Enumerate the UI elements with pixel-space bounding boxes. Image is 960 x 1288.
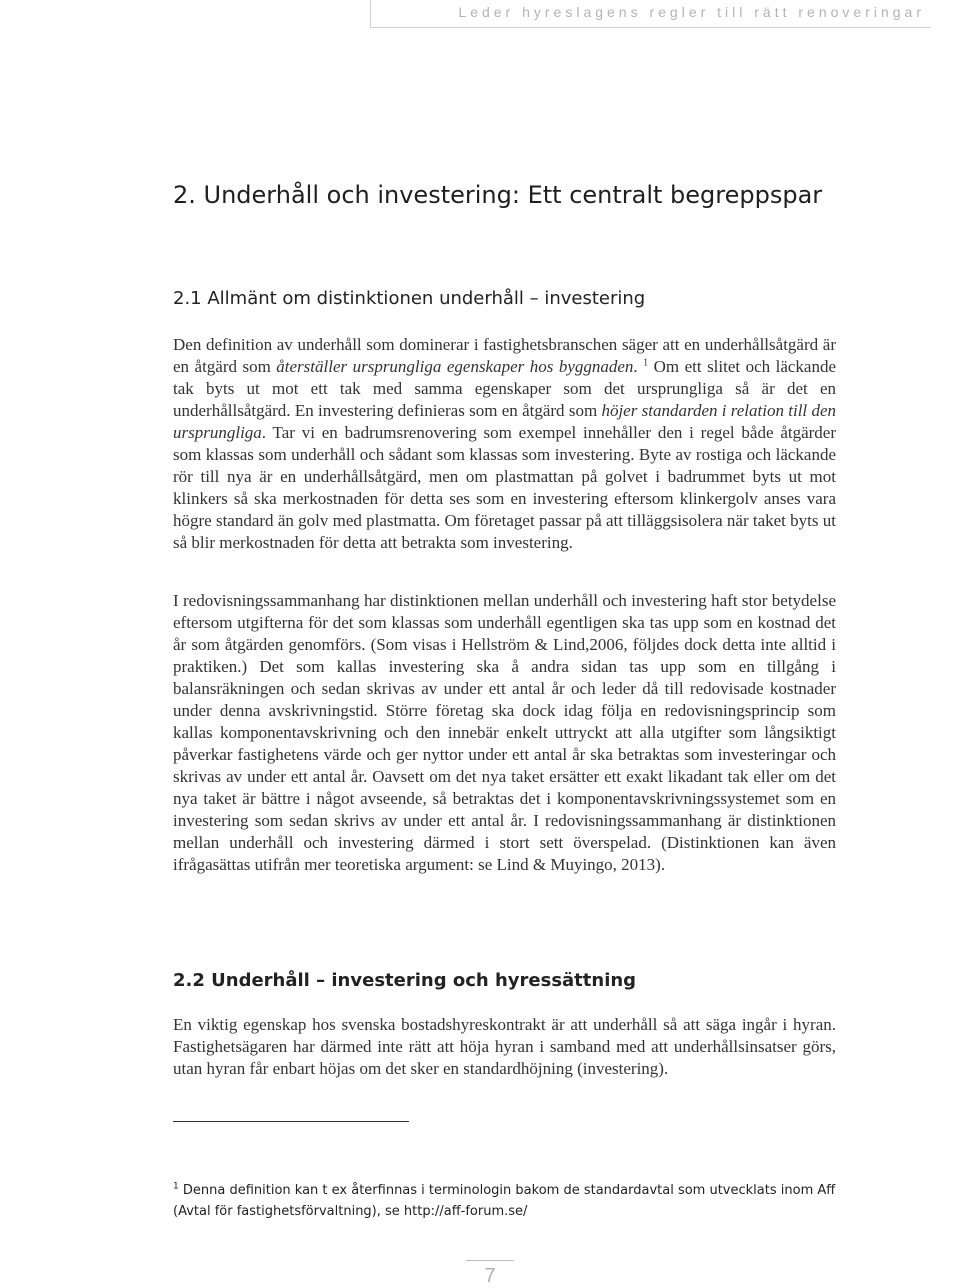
- page-number-rule: [466, 1260, 514, 1261]
- subsection-title-2-2: 2.2 Underhåll – investering och hyressättning: [173, 970, 637, 991]
- footnote-1: [173, 1180, 853, 1222]
- paragraph-accounting: I redovisningssammanhang har distinktionen mellan underhåll och investering haft stor betydelse eftersom utgifterna för det som klassas som underhåll egentligen ska tas upp som en kostnad det år som åtgärden genomförs. (Som visas i Hellström & Lind,2006, följdes dock detta inte alltid i praktiken.) Det som kallas investering ska å andra sidan tas upp som en tillgång i balansräkningen och sedan skrivas av under ett antal år och leder då till redovisade kostnader under denna avskrivningstid. Större företag ska dock idag följa en redovisningsprincip som kallas komponentavskrivning och den innebär enkelt uttryckt att alla utgifter som långsiktigt påverkar fastighetens värde och ger nyttor under ett antal år ska betraktas som investeringar och skrivas av under ett antal år. Oavsett om det nya taket ersätter ett exakt likadant tak eller om det nya taket är bättre i något avseende, så betraktas det i komponentavskrivningssystemet som en investering som sedan skrivs av under ett antal år. I redovisningssammanhang är distinktionen mellan underhåll och investering därmed i stort sett överspelad. (Distinktionen kan även ifrågasättas utifrån mer teoretiska argument: se Lind & Muyingo, 2013).: [173, 591, 836, 874]
- running-header-title: Leder hyreslagens regler till rätt renoveringar: [458, 4, 925, 20]
- footnote-number: 1: [173, 1181, 179, 1192]
- paragraph-rent-setting: En viktig egenskap hos svenska bostadshyreskontrakt är att underhåll så att säga ingår i hyran. Fastighetsägaren har därmed inte rätt att höja hyran i samband med att underhållsinsatser görs, utan hyran får enbart höjas om det sker en standardhöjning (investering).: [173, 1015, 836, 1078]
- section-title: 2. Underhåll och investering: Ett centralt begreppspar: [173, 181, 823, 209]
- footnote-separator: [173, 1121, 409, 1122]
- footnote-reference[interactable]: 1: [643, 357, 649, 369]
- emphasis-restores: återställer ursprungliga egenskaper hos byggnaden: [276, 357, 634, 376]
- running-header: [370, 0, 931, 28]
- footnote-text: Denna definition kan t ex återfinnas i terminologin bakom de standardavtal som utvecklats inom Aff (Avtal för fastighetsförvaltning), se http://aff-forum.se/: [173, 1183, 836, 1219]
- subsection-title-2-1: 2.1 Allmänt om distinktionen underhåll – investering: [173, 288, 646, 309]
- page-number: 7: [484, 1265, 496, 1287]
- emphasis-raises-standard: höjer standarden i relation till den ursprungliga: [173, 401, 836, 442]
- paragraph-definition: Den definition av underhåll som dominerar i fastighetsbranschen säger att en underhållsåtgärd är en åtgärd som återställer ursprungliga egenskaper hos byggnaden. $^1$ Om ett slitet och läckande tak byts ut mot ett tak med samma egenskaper som det ursprungliga så är det en underhållsåtgärd. En investering definieras som en åtgärd som höjer standarden i relation till den ursprungliga. Tar vi en badrumsrenovering som exempel innehåller den i regel både åtgärder som klassas som underhåll och sådant som klassas som investering. Byte av rostiga och läckande rör till nya är en underhållsåtgärd, men om plastmattan på golvet i badrummet byts ut mot klinkers så ska merkostnaden för detta ses som en investering eftersom klinkergolv anses vara högre standard än golv med plastmatta. Om företaget passar på att tilläggsisolera när taket byts ut så blir merkostnaden för detta att betrakta som investering.: [173, 335, 837, 552]
